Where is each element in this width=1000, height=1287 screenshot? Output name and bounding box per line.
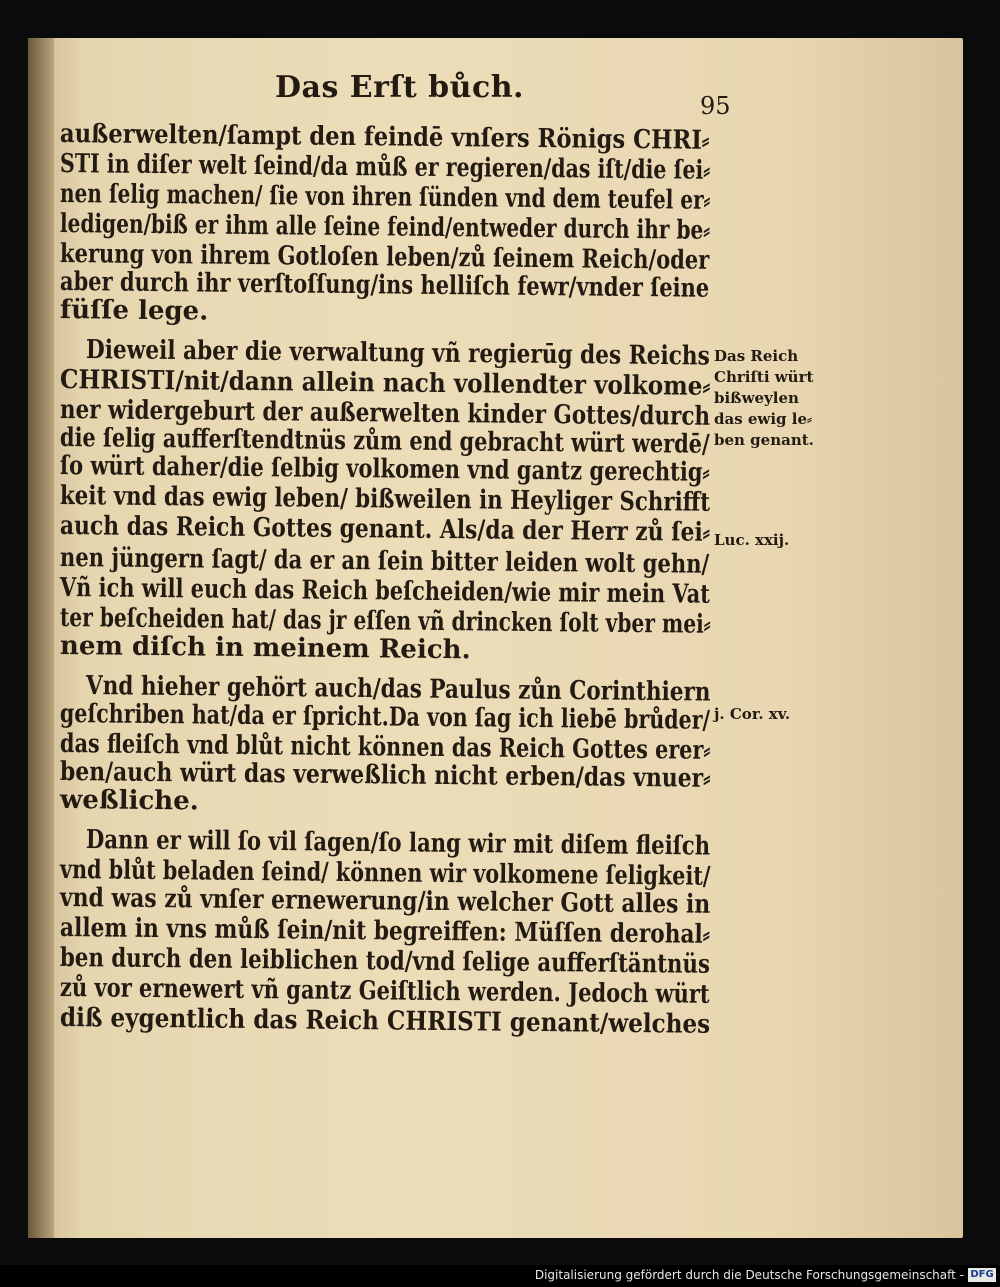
text-line: nen ſelig machen/ ſie von ihren ſünden vnd dem teufel er⸗ xyxy=(59,179,711,216)
margin-note-line: ben genant. xyxy=(714,431,814,449)
margin-note-line: j. Cor. xv. xyxy=(714,705,791,723)
text-line: kerung von ihrem Gotloſen leben/zů ſeinem Reich/oder xyxy=(59,239,710,276)
margin-note-line: Luc. xxij. xyxy=(714,531,790,549)
text-line: außerwelten/ſampt den feindē vnſers Rönigs CHRI⸗ xyxy=(59,119,710,156)
footer-credit: Digitalisierung gefördert durch die Deutsche Forschungsgemeinschaft - xyxy=(534,1268,964,1282)
text-line: geſchriben hat/da er ſpricht.Da von ſag ich liebē brůder/ xyxy=(59,699,711,736)
text-line: weßliche. xyxy=(59,785,199,817)
text-line: Vnd hieher gehört auch/das Paulus zůn Corinthiern xyxy=(85,671,711,708)
folio-number: 95 xyxy=(700,92,731,120)
text-line: aber durch ihr verſtoſſung/ins helliſch fewr/vnder ſeine xyxy=(59,267,710,304)
dfg-logo: DFG xyxy=(968,1268,996,1282)
text-line: füſſe lege. xyxy=(59,295,209,327)
running-title: Das Erſt bůch. xyxy=(275,70,524,105)
text-line: allem in vns můß ſein/nit begreiffen: Müſſen derohal⸗ xyxy=(59,913,711,950)
text-line: ter beſcheiden hat/ das jr eſſen vñ drincken ſolt vber mei⸗ xyxy=(59,603,711,640)
margin-note-line: Chriſti würt xyxy=(714,368,814,386)
text-line: auch das Reich Gottes genant. Als/da der Herr zů ſei⸗ xyxy=(59,511,711,548)
text-line: die ſelig aufferſtendtnüs zům end gebracht würt werdē/ xyxy=(59,423,710,460)
text-line: Vñ ich will euch das Reich beſcheiden/wie mir mein Vat xyxy=(59,573,711,610)
text-line: Dann er will ſo vil ſagen/ſo lang wir mit diſem fleiſch xyxy=(85,825,711,862)
text-line: zů vor ernewert vñ gantz Geiſtlich werden. Jedoch würt xyxy=(59,973,710,1010)
text-line: CHRISTI/nit/dann allein nach vollendter volkome⸗ xyxy=(59,365,711,402)
margin-note-line: das ewig le⸗ xyxy=(714,410,812,428)
text-line: ſo würt daher/die ſelbig volkomen vnd gantz gerechtig⸗ xyxy=(59,451,710,488)
text-line: ner widergeburt der außerwelten kinder Gottes/durch xyxy=(59,395,711,432)
page-gutter-shadow xyxy=(28,38,54,1238)
text-line: nen jüngern ſagt/ da er an ſein bitter leiden wolt gehn/ xyxy=(59,543,710,580)
text-line: keit vnd das ewig leben/ bißweilen in Heyliger Schrifft xyxy=(59,481,711,518)
text-line: nem diſch in meinem Reich. xyxy=(59,631,471,666)
text-line: diß eygentlich das Reich CHRISTI genant/welches xyxy=(59,1003,711,1040)
text-line: vnd blůt beladen ſeind/ können wir volkomene ſeligkeit/ xyxy=(59,855,711,892)
margin-note-line: Das Reich xyxy=(714,347,799,365)
margin-note xyxy=(714,530,789,551)
text-line: STI in diſer welt ſeind/da můß er regieren/das iſt/die ſei⸗ xyxy=(59,149,711,186)
margin-note xyxy=(714,346,814,451)
margin-note xyxy=(714,704,790,725)
text-line: ben/auch würt das verweßlich nicht erben/das vnuer⸗ xyxy=(59,757,711,794)
margin-note-line: bißweylen xyxy=(714,389,799,407)
text-line: ledigen/biß er ihm alle ſeine feind/entweder durch ihr be⸗ xyxy=(59,209,711,246)
text-line: das fleiſch vnd blůt nicht können das Reich Gottes erer⸗ xyxy=(59,729,711,766)
text-line: ben durch den leiblichen tod/vnd ſelige aufferſtäntnüs xyxy=(59,943,711,980)
text-line: vnd was zů vnſer ernewerung/in welcher Gott alles in xyxy=(59,883,711,920)
text-line: Dieweil aber die verwaltung vñ regierūg des Reichs xyxy=(85,335,710,372)
